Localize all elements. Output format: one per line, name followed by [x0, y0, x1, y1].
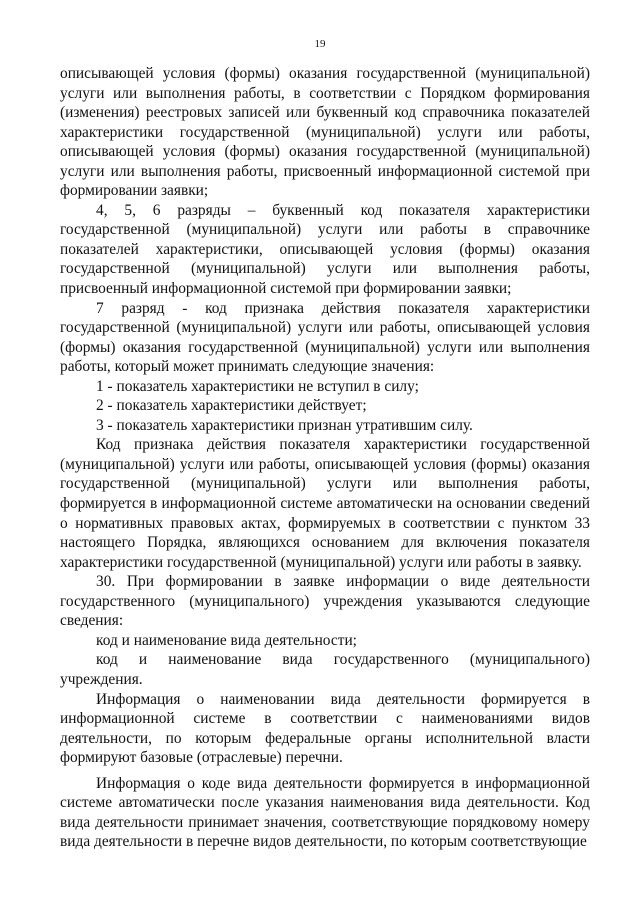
paragraph: описывающей условия (формы) оказания государственной (муниципальной) услуги или выполнения работы, в соответствии с Порядком формирования (изменения) реестровых записей или буквенный код справочника показателей характеристики государственной (муниципальной) услуги или работы, описывающей условия (формы) оказания государственной (муниципальной) услуги или выполнения работы, присвоенный информационной системой при формировании заявки;	[60, 65, 590, 200]
paragraph: Код признака действия показателя характеристики государственной (муниципальной) услуги или работы, описывающей условия (формы) оказания государственной (муниципальной) услуги или выполнения работы, формируется в информационной системе автоматически на основании сведений о нормативных правовых актах, формируемых в соответствии с пунктом 33 настоящего Порядка, являющихся основанием для включения показателя характеристики государственной (муниципальной) услуги или работы в заявку.	[60, 436, 590, 571]
list-item: код и наименование вида деятельности;	[96, 631, 357, 649]
paragraph: 7 разряд - код признака действия показателя характеристики государственной (муниципальной) услуги или работы, описывающей условия (формы) оказания государственной (муниципальной) услуги или выполнения работы, который может принимать следующие значения:	[60, 299, 590, 376]
list-item: 2 - показатель характеристики действует;	[96, 397, 367, 415]
list-item: 3 - показатель характеристики признан утратившим силу.	[96, 416, 473, 434]
page-number: 19	[314, 38, 326, 50]
paragraph: 4, 5, 6 разряды – буквенный код показателя характеристики государственной (муниципальной) услуги или работы в справочнике показателей характеристики, описывающей условия (формы) оказания государственной (муниципальной) услуги или выполнения работы, присвоенный информационной системой при формировании заявки;	[60, 201, 590, 298]
list-item: код и наименование вида государственного (муниципального) учреждения.	[60, 651, 590, 688]
paragraph: 30. При формировании в заявке информации о виде деятельности государственного (муниципального) учреждения указываются следующие сведения:	[60, 573, 590, 630]
list-item: 1 - показатель характеристики не вступил в силу;	[96, 377, 419, 395]
document-body	[60, 64, 590, 852]
paragraph: Информация о наименовании вида деятельности формируется в информационной системе в соответствии с наименованиями видов деятельности, по которым федеральные органы исполнительной власти формируют базовые (отраслевые) перечни.	[60, 690, 590, 767]
paragraph: Информация о коде вида деятельности формируется в информационной системе автоматически после указания наименования вида деятельности. Код вида деятельности принимает значения, соответствующие порядковому номеру вида деятельности в перечне видов деятельности, по которым соответствующие	[60, 774, 590, 851]
